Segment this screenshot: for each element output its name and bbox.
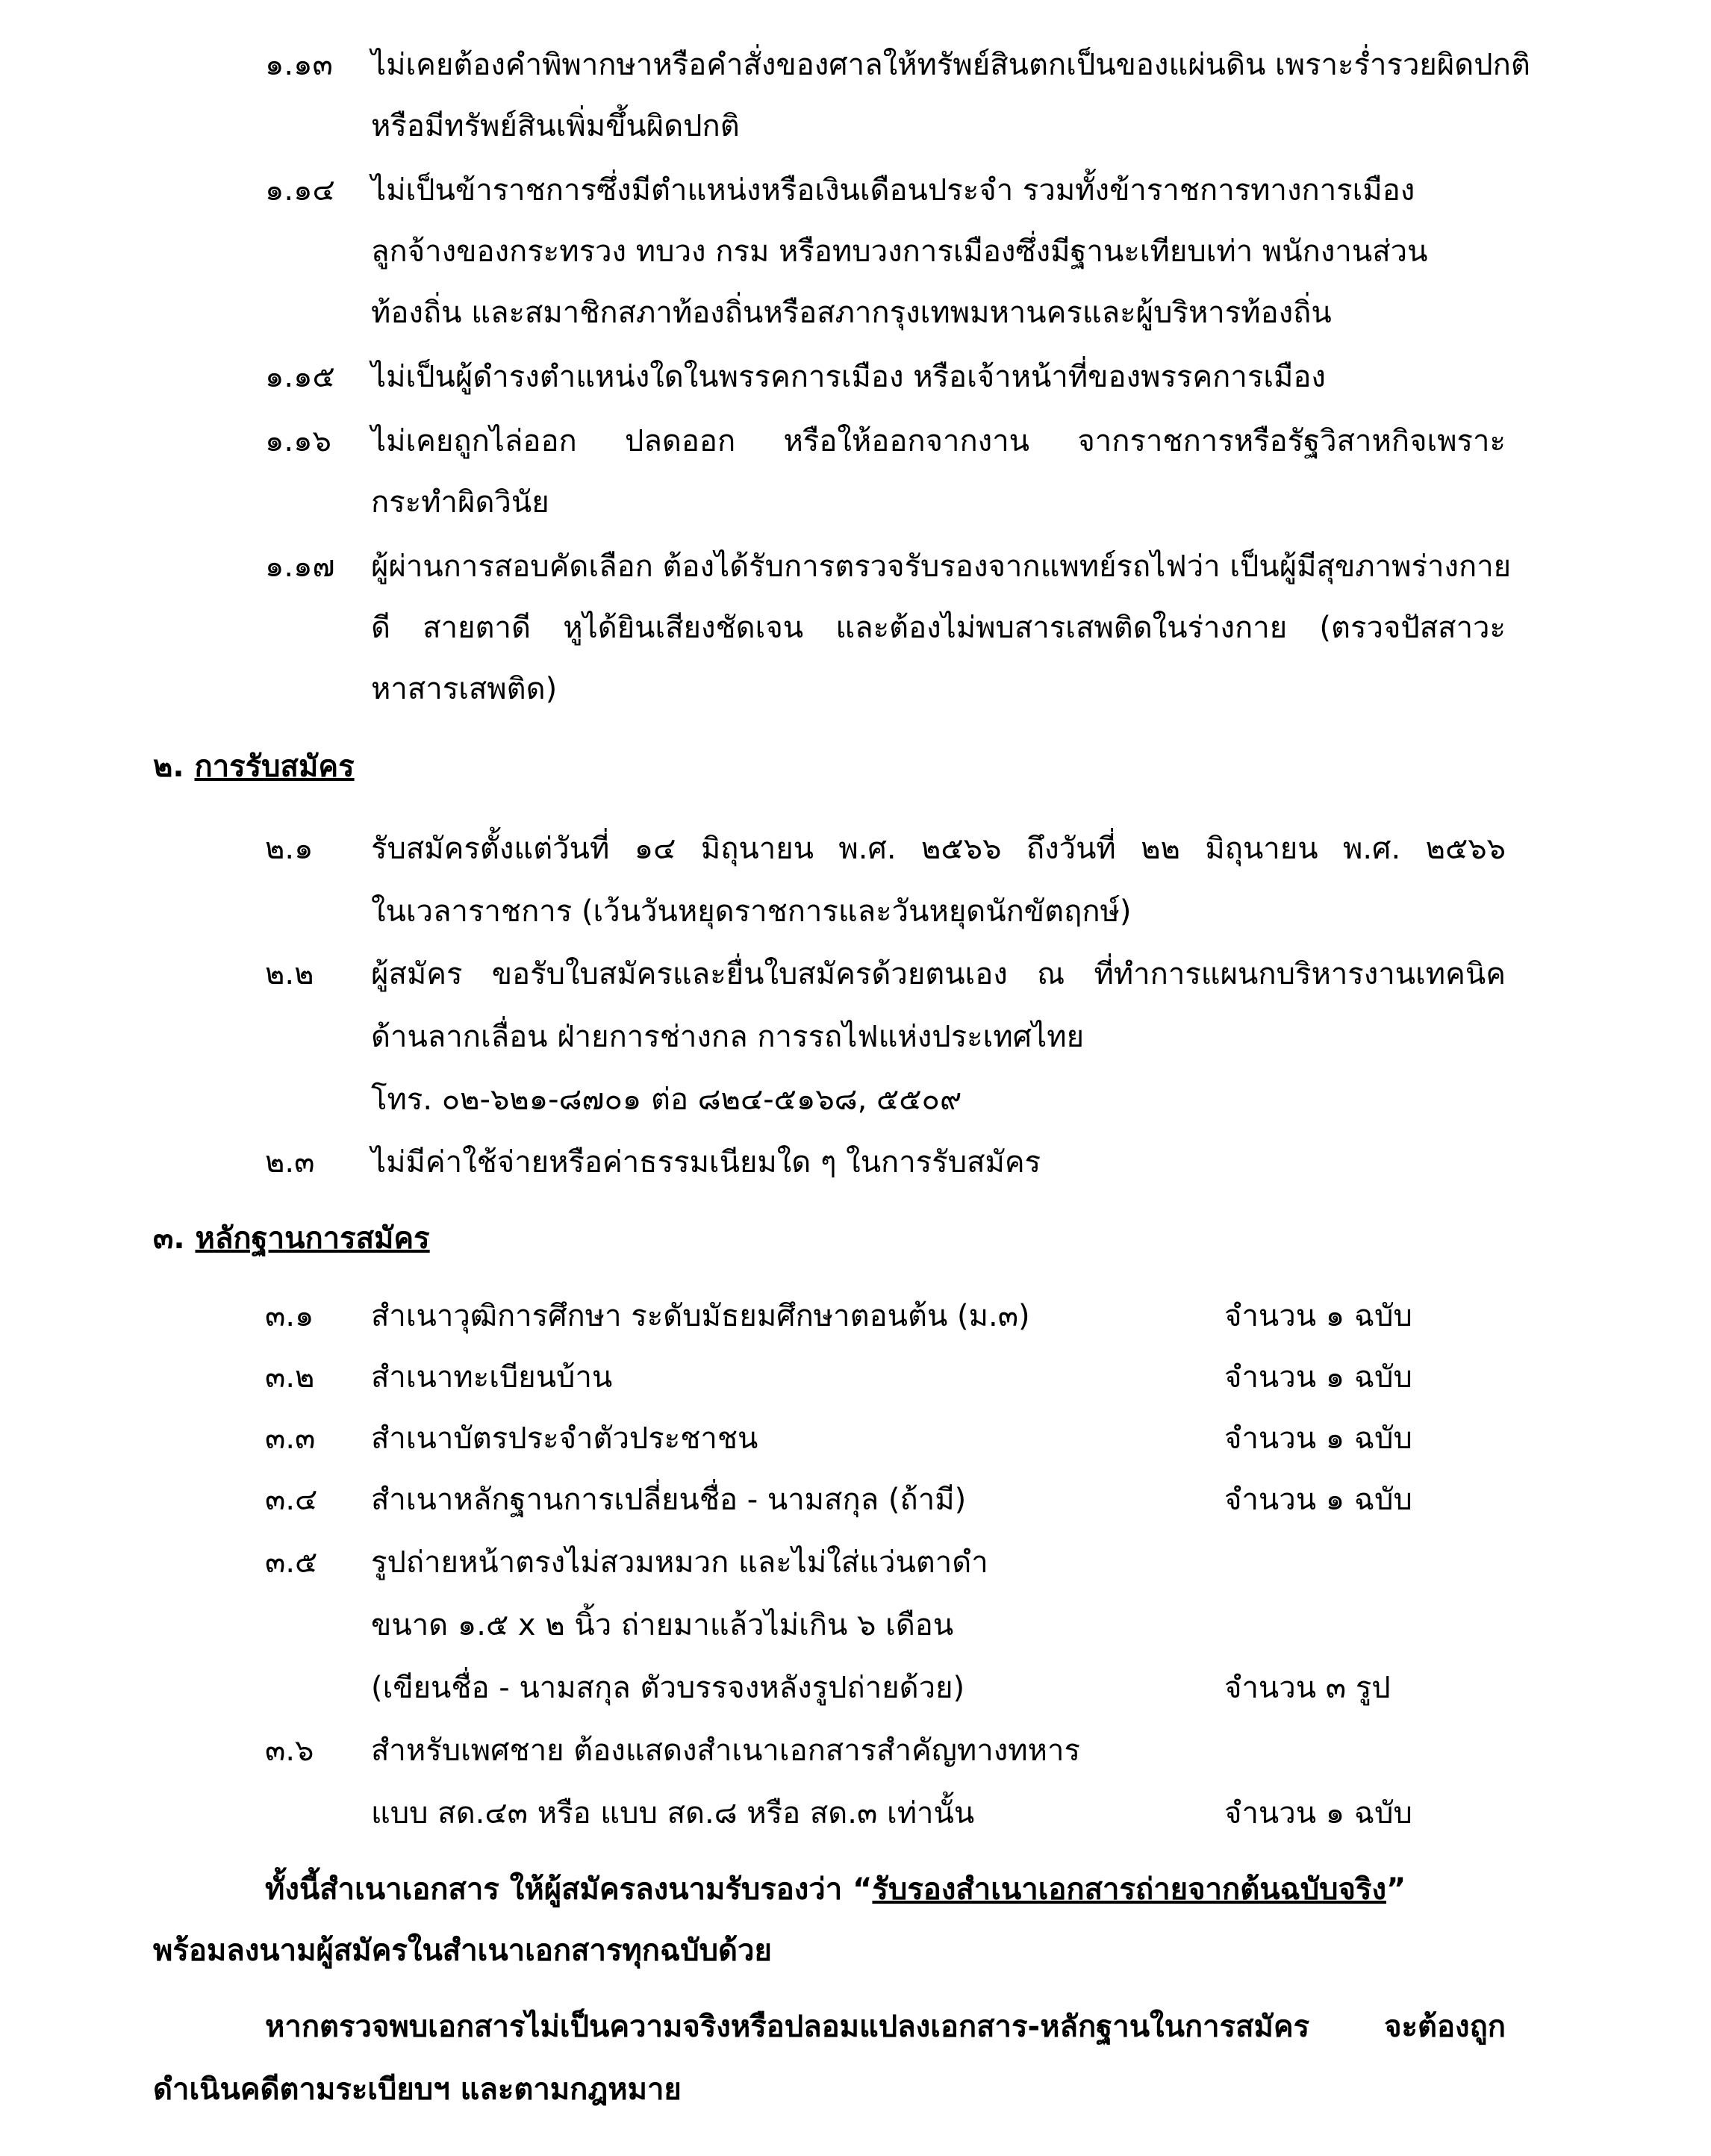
item-text-line: สำเนาวุฒิการศึกษา ระดับมัธยมศึกษาตอนต้น (ม.๓) (371, 1299, 1030, 1333)
item-text-line: ผู้ผ่านการสอบคัดเลือก ต้องได้รับการตรวจรับรองจากแพทย์รถไฟว่า เป็นผู้มีสุขภาพร่างกาย (371, 549, 1512, 584)
note-text-line: พร้อมลงนามผู้สมัครในสำเนาเอกสารทุกฉบับด้วย (153, 1934, 772, 1968)
item-text-line: หรือมีทรัพย์สินเพิ่มขึ้นผิดปกติ (371, 109, 740, 143)
item-text-line: หาสารเสพติด) (371, 672, 558, 706)
item-number: ๑.๑๔ (265, 173, 335, 208)
item-text-line: สำหรับเพศชาย ต้องแสดงสำเนาเอกสารสำคัญทางทหาร (371, 1733, 1080, 1768)
warning-note: หากตรวจพบเอกสารไม่เป็นความจริงหรือปลอมแปลงเอกสาร-หลักฐานในการสมัคร จะต้องถูก (265, 2010, 1506, 2044)
section-title: การรับสมัคร (194, 750, 355, 784)
item-number: ๓.๑ (265, 1299, 314, 1333)
item-number: ๓.๓ (265, 1421, 316, 1456)
item-number: ๑.๑๖ (265, 424, 331, 458)
item-number: ๓.๔ (265, 1483, 318, 1517)
item-text-line: ไม่เป็นข้าราชการซึ่งมีตำแหน่งหรือเงินเดือนประจำ รวมทั้งข้าราชการทางการเมือง (371, 173, 1415, 208)
item-text-line: ไม่เคยถูกไล่ออก ปลดออก หรือให้ออกจากงาน จากราชการหรือรัฐวิสาหกิจเพราะ (371, 424, 1506, 458)
item-quantity: จำนวน ๑ ฉบับ (1224, 1483, 1412, 1517)
warning-note-line: ดำเนินคดีตามระเบียบฯ และตามกฎหมาย (153, 2072, 682, 2107)
item-number: ๑.๑๕ (265, 360, 335, 394)
item-number: ๓.๒ (265, 1360, 315, 1395)
item-text-line: สำเนาหลักฐานการเปลี่ยนชื่อ - นามสกุล (ถ้ามี) (371, 1483, 967, 1517)
item-text-line: สำเนาบัตรประจำตัวประชาชน (371, 1421, 758, 1456)
item-text-line: ไม่เคยต้องคำพิพากษาหรือคำสั่งของศาลให้ทรัพย์สินตกเป็นของแผ่นดิน เพราะร่ำรวยผิดปกติ (371, 48, 1530, 82)
quote-mark: “ (853, 1872, 873, 1907)
item-number: ๑.๑๓ (265, 48, 333, 82)
item-text-line: ผู้สมัคร ขอรับใบสมัครและยื่นใบสมัครด้วยตนเอง ณ ที่ทำการแผนกบริหารงานเทคนิค (371, 957, 1506, 991)
item-text-line: โทร. ๐๒-๖๒๑-๘๗๐๑ ต่อ ๘๒๔-๕๑๖๘, ๕๕๐๙ (371, 1082, 962, 1117)
section-title: หลักฐานการสมัคร (195, 1221, 430, 1256)
item-text-line: แบบ สด.๔๓ หรือ แบบ สด.๘ หรือ สด.๓ เท่านั้น (371, 1796, 975, 1831)
item-quantity: จำนวน ๑ ฉบับ (1224, 1796, 1412, 1831)
section-number: ๓. (153, 1221, 185, 1256)
item-number: ๒.๒ (265, 957, 314, 991)
item-text-line: รับสมัครตั้งแต่วันที่ ๑๔ มิถุนายน พ.ศ. ๒๕๖๖ ถึงวันที่ ๒๒ มิถุนายน พ.ศ. ๒๕๖๖ (371, 832, 1506, 866)
item-number: ๓.๕ (265, 1545, 318, 1580)
item-text-line: สำเนาทะเบียนบ้าน (371, 1360, 613, 1395)
item-text-line: กระทำผิดวินัย (371, 485, 549, 520)
section-heading (153, 1214, 430, 1262)
item-text-line: ไม่เป็นผู้ดำรงตำแหน่งใดในพรรคการเมือง หรือเจ้าหน้าที่ของพรรคการเมือง (371, 360, 1326, 394)
item-text-line: ไม่มีค่าใช้จ่ายหรือค่าธรรมเนียมใด ๆ ในการรับสมัคร (371, 1145, 1041, 1180)
item-text-line: ด้านลากเลื่อน ฝ่ายการช่างกล การรถไฟแห่งประเทศไทย (371, 1020, 1085, 1054)
item-text-line: ลูกจ้างของกระทรวง ทบวง กรม หรือทบวงการเมืองซึ่งมีฐานะเทียบเท่า พนักงานส่วน (371, 234, 1428, 269)
item-number: ๒.๓ (265, 1145, 315, 1180)
item-text-line: ในเวลาราชการ (เว้นวันหยุดราชการและวันหยุดนักขัตฤกษ์) (371, 894, 1132, 929)
certification-phrase: รับรองสำเนาเอกสารถ่ายจากต้นฉบับจริง (872, 1872, 1387, 1907)
item-quantity: จำนวน ๑ ฉบับ (1224, 1421, 1412, 1456)
item-text-line: ขนาด ๑.๕ x ๒ นิ้ว ถ่ายมาแล้วไม่เกิน ๖ เดือน (371, 1608, 954, 1642)
item-quantity: จำนวน ๓ รูป (1224, 1671, 1391, 1705)
certification-note (153, 1865, 1506, 1913)
item-text-line: ดี สายตาดี หูได้ยินเสียงชัดเจน และต้องไม่พบสารเสพติดในร่างกาย (ตรวจปัสสาวะ (371, 611, 1506, 645)
item-number: ๒.๑ (265, 832, 314, 866)
item-quantity: จำนวน ๑ ฉบับ (1224, 1360, 1412, 1395)
section-heading (153, 742, 355, 790)
item-quantity: จำนวน ๑ ฉบับ (1224, 1299, 1412, 1333)
item-text-line: (เขียนชื่อ - นามสกุล ตัวบรรจงหลังรูปถ่ายด้วย) (371, 1671, 965, 1705)
item-text-line: ท้องถิ่น และสมาชิกสภาท้องถิ่นหรือสภากรุงเทพมหานครและผู้บริหารท้องถิ่น (371, 296, 1332, 330)
section-number: ๒. (153, 750, 184, 784)
quote-mark: ” (1386, 1872, 1406, 1907)
item-number: ๓.๖ (265, 1733, 314, 1768)
note-text: ทั้งนี้สำเนาเอกสาร ให้ผู้สมัครลงนามรับรองว่า (265, 1872, 853, 1907)
item-number: ๑.๑๗ (265, 549, 335, 584)
item-text-line: รูปถ่ายหน้าตรงไม่สวมหมวก และไม่ใส่แว่นตาดำ (371, 1545, 988, 1580)
